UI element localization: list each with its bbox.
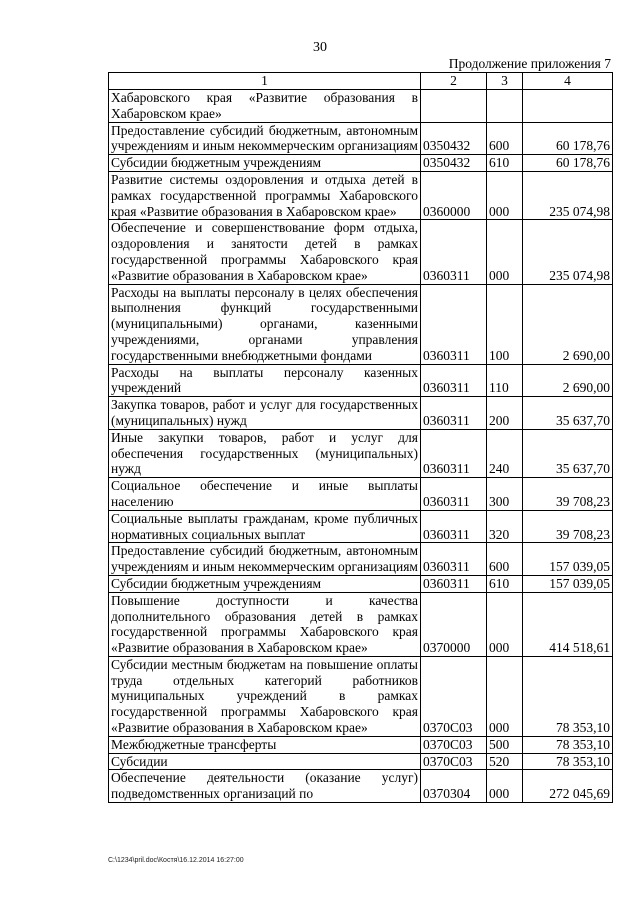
page-number: 30	[313, 40, 327, 55]
table-row	[109, 770, 613, 803]
header-col-3: 3	[487, 73, 523, 90]
row-sum-cell: 60 178,76	[523, 122, 613, 155]
row-name-cell: Хабаровского края «Развитие образования в Хабаровском крае»	[109, 90, 421, 123]
budget-table	[108, 72, 613, 803]
table-row	[109, 171, 613, 219]
row-sum-cell: 2 690,00	[523, 364, 613, 397]
row-type-cell: 000	[487, 592, 523, 656]
table-row	[109, 736, 613, 753]
table-row	[109, 364, 613, 397]
row-code-cell: 0360311	[421, 543, 487, 576]
row-name-cell: Иные закупки товаров, работ и услуг для обеспечения государственных (муниципальных) нужд	[109, 429, 421, 477]
row-code-cell: 0370С03	[421, 736, 487, 753]
row-name-cell: Социальное обеспечение и иные выплаты населению	[109, 478, 421, 511]
row-name-cell: Предоставление субсидий бюджетным, автономным учреждениям и иным некоммерческим организациям	[109, 122, 421, 155]
table-row	[109, 543, 613, 576]
row-sum-cell: 157 039,05	[523, 543, 613, 576]
header-col-4: 4	[523, 73, 613, 90]
row-type-cell: 000	[487, 770, 523, 803]
row-name-cell: Субсидии бюджетным учреждениям	[109, 575, 421, 592]
row-name-cell: Повышение доступности и качества дополнительного образования детей в рамках государственной программы Хабаровского края «Развитие образования в Хабаровском крае»	[109, 592, 421, 656]
row-sum-cell	[523, 90, 613, 123]
table-row	[109, 122, 613, 155]
row-name-cell: Социальные выплаты гражданам, кроме публичных нормативных социальных выплат	[109, 510, 421, 543]
row-type-cell: 610	[487, 155, 523, 172]
row-name-cell: Развитие системы оздоровления и отдыха детей в рамках государственной программы Хабаровского края «Развитие образования в Хабаровском крае»	[109, 171, 421, 219]
row-name-cell: Обеспечение деятельности (оказание услуг) подведомственных организаций по	[109, 770, 421, 803]
row-sum-cell: 272 045,69	[523, 770, 613, 803]
row-code-cell: 0360311	[421, 220, 487, 284]
row-sum-cell: 157 039,05	[523, 575, 613, 592]
header-col-2: 2	[421, 73, 487, 90]
row-type-cell: 520	[487, 753, 523, 770]
table-row	[109, 575, 613, 592]
row-type-cell: 000	[487, 220, 523, 284]
row-sum-cell: 78 353,10	[523, 753, 613, 770]
row-code-cell: 0360000	[421, 171, 487, 219]
row-code-cell	[421, 90, 487, 123]
table-row	[109, 284, 613, 364]
row-type-cell: 000	[487, 171, 523, 219]
row-sum-cell: 35 637,70	[523, 397, 613, 430]
row-sum-cell: 235 074,98	[523, 171, 613, 219]
row-type-cell: 610	[487, 575, 523, 592]
row-name-cell: Закупка товаров, работ и услуг для государственных (муниципальных) нужд	[109, 397, 421, 430]
table-body	[109, 90, 613, 803]
row-name-cell: Предоставление субсидий бюджетным, автономным учреждениям и иным некоммерческим организациям	[109, 543, 421, 576]
row-code-cell: 0370С03	[421, 656, 487, 736]
row-code-cell: 0370304	[421, 770, 487, 803]
row-sum-cell: 78 353,10	[523, 656, 613, 736]
table-row	[109, 478, 613, 511]
row-sum-cell: 39 708,23	[523, 478, 613, 511]
row-code-cell: 0370000	[421, 592, 487, 656]
row-code-cell: 0350432	[421, 122, 487, 155]
row-type-cell: 240	[487, 429, 523, 477]
row-type-cell	[487, 90, 523, 123]
row-type-cell: 300	[487, 478, 523, 511]
row-type-cell: 000	[487, 656, 523, 736]
table-row	[109, 510, 613, 543]
header-col-1: 1	[109, 73, 421, 90]
row-name-cell: Межбюджетные трансферты	[109, 736, 421, 753]
row-sum-cell: 235 074,98	[523, 220, 613, 284]
row-sum-cell: 60 178,76	[523, 155, 613, 172]
row-sum-cell: 35 637,70	[523, 429, 613, 477]
row-name-cell: Расходы на выплаты персоналу казенных учреждений	[109, 364, 421, 397]
row-type-cell: 600	[487, 543, 523, 576]
table-row	[109, 429, 613, 477]
row-type-cell: 500	[487, 736, 523, 753]
row-type-cell: 320	[487, 510, 523, 543]
row-type-cell: 110	[487, 364, 523, 397]
row-type-cell: 600	[487, 122, 523, 155]
table-row	[109, 753, 613, 770]
row-code-cell: 0360311	[421, 478, 487, 511]
row-type-cell: 100	[487, 284, 523, 364]
table-row	[109, 220, 613, 284]
row-code-cell: 0360311	[421, 284, 487, 364]
row-code-cell: 0350432	[421, 155, 487, 172]
table-row	[109, 90, 613, 123]
table-row	[109, 592, 613, 656]
row-name-cell: Субсидии бюджетным учреждениям	[109, 155, 421, 172]
row-name-cell: Субсидии местным бюджетам на повышение оплаты труда отдельных категорий работников муниципальных учреждений в рамках государственной программы Хабаровского края «Развитие образования в Хабаровском крае»	[109, 656, 421, 736]
table-row	[109, 397, 613, 430]
row-code-cell: 0360311	[421, 397, 487, 430]
file-path-footer: C:\1234\pril.doc\Костя\16.12.2014 16:27:00	[108, 857, 244, 864]
row-name-cell: Расходы на выплаты персоналу в целях обеспечения выполнения функций государственными (муниципальными) органами, казенными учреждениями, органами управления государственными внебюджетными фондами	[109, 284, 421, 364]
row-type-cell: 200	[487, 397, 523, 430]
row-name-cell: Обеспечение и совершенствование форм отдыха, оздоровления и занятости детей в рамках государственной программы Хабаровского края «Развитие образования в Хабаровском крае»	[109, 220, 421, 284]
row-name-cell: Субсидии	[109, 753, 421, 770]
row-code-cell: 0370С03	[421, 753, 487, 770]
table-row	[109, 656, 613, 736]
row-code-cell: 0360311	[421, 429, 487, 477]
header-row	[109, 73, 613, 90]
row-code-cell: 0360311	[421, 510, 487, 543]
row-sum-cell: 39 708,23	[523, 510, 613, 543]
row-code-cell: 0360311	[421, 364, 487, 397]
row-sum-cell: 2 690,00	[523, 284, 613, 364]
table-row	[109, 155, 613, 172]
row-code-cell: 0360311	[421, 575, 487, 592]
row-sum-cell: 78 353,10	[523, 736, 613, 753]
row-sum-cell: 414 518,61	[523, 592, 613, 656]
continuation-label: Продолжение приложения 7	[448, 56, 611, 71]
